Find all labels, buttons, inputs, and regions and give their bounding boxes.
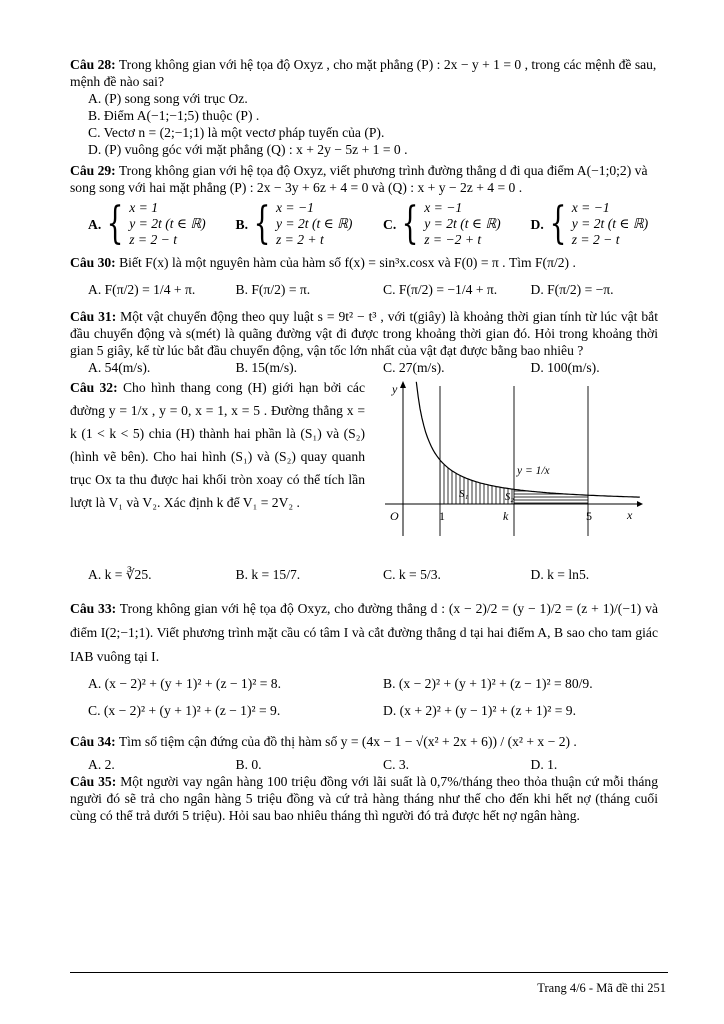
system-line: x = −1	[424, 200, 463, 215]
q29-option-c-system	[424, 200, 500, 248]
question-30-text: Biết F(x) là một nguyên hàm của hàm số f(x) = sin³x.cosx và F(0) = π . Tìm F(π/2) .	[115, 255, 576, 270]
q30-option-c: C. F(π/2) = −1/4 + π.	[383, 282, 498, 297]
system-line: y = 2t (t ∈ ℝ)	[275, 216, 353, 231]
q34-option-a: A. 2.	[88, 757, 115, 772]
q28-option-a: A. (P) song song với trục Oz.	[88, 91, 248, 106]
system-line: z = 2 − t	[571, 232, 620, 247]
system-line: z = 2 − t	[129, 232, 178, 247]
x-axis-label: x	[627, 508, 633, 522]
brace-symbol: {	[253, 198, 271, 249]
page-footer: Trang 4/6 - Mã đề thi 251	[537, 981, 666, 995]
question-31	[70, 308, 668, 376]
system-line: x = −1	[275, 200, 314, 215]
s2-label: S₂	[505, 492, 514, 503]
q29-option-c	[383, 200, 525, 248]
q33-options-row-1	[70, 675, 678, 692]
system-line: y = 2t (t ∈ ℝ)	[571, 216, 649, 231]
q31-option-b: B. 15(m/s).	[235, 360, 298, 375]
q34-option-d: D. 1.	[530, 757, 558, 772]
q28-option-d: D. (P) vuông góc với mặt phẳng (Q) : x + 2y − 5z + 1 = 0 .	[88, 142, 408, 157]
q29-option-b	[236, 200, 378, 248]
q29-option-a	[88, 200, 230, 248]
q33-option-c: C. (x − 2)² + (y + 1)² + (z − 1)² = 9.	[88, 703, 281, 718]
question-30-number: Câu 30:	[70, 255, 116, 270]
q30-option-b: B. F(π/2) = π.	[235, 282, 311, 297]
question-32	[70, 376, 668, 583]
hyperbola-area-figure	[375, 376, 645, 546]
question-28	[70, 56, 668, 158]
q33-option-b: B. (x − 2)² + (y + 1)² + (z − 1)² = 80/9.	[383, 676, 593, 691]
q32-option-a: A. k = ∛25.	[88, 567, 152, 582]
q29-option-d	[531, 200, 673, 248]
question-33-number: Câu 33:	[70, 601, 117, 616]
q34-options	[70, 756, 678, 773]
question-29	[70, 162, 668, 248]
q31-option-a: A. 54(m/s).	[88, 360, 151, 375]
question-31-number: Câu 31:	[70, 309, 117, 324]
q31-options	[70, 359, 678, 376]
q29-option-a-system	[129, 200, 205, 248]
q29-option-d-system	[572, 200, 648, 248]
system-line: z = −2 + t	[424, 232, 482, 247]
question-34	[70, 733, 668, 773]
q32-option-c: C. k = 5/3.	[383, 567, 441, 582]
tick-label-5: 5	[586, 509, 592, 523]
q34-option-c: C. 3.	[383, 757, 410, 772]
y-axis-label: y	[392, 382, 398, 396]
s1-label: S₁	[459, 488, 469, 500]
q33-option-a: A. (x − 2)² + (y + 1)² + (z − 1)² = 8.	[88, 676, 281, 691]
question-34-text: Tìm số tiệm cận đứng của đồ thị hàm số y = (4x − 1 − √(x² + 2x + 6)) / (x² + x − 2) .	[115, 734, 577, 749]
system-line: y = 2t (t ∈ ℝ)	[129, 216, 206, 231]
question-28-text: Trong không gian với hệ tọa độ Oxyz , cho mặt phẳng (P) : 2x − y + 1 = 0 , trong các mệnh đề sau, mệnh đề nào sai?	[70, 57, 657, 89]
q32-layout	[70, 376, 668, 550]
question-34-number: Câu 34:	[70, 734, 116, 749]
system-line: x = −1	[571, 200, 610, 215]
question-32-number: Câu 32:	[70, 380, 118, 395]
question-28-number: Câu 28:	[70, 57, 116, 72]
brace-symbol: {	[549, 198, 567, 249]
question-33	[70, 597, 668, 719]
q30-option-d: D. F(π/2) = −π.	[530, 282, 614, 297]
q29-option-b-system	[276, 200, 352, 248]
q33-option-d: D. (x + 2)² + (y − 1)² + (z + 1)² = 9.	[383, 703, 576, 718]
question-30	[70, 254, 668, 298]
question-31-text: Một vật chuyển động theo quy luật s = 9t² − t³ , với t(giây) là khoảng thời gian tính từ lúc vật bắt đầu chuyển động và s(mét) là quãng đường vật đi được trong khoảng thời gian đó. Hỏi trong khoảng thời gian 5 giây, kể từ lúc bắt đầu chuyển động, vận tốc lớn nhất của vật đạt được bằng bao nhiêu ?	[70, 309, 658, 358]
q32-text-block	[70, 376, 365, 550]
system-line: x = 1	[129, 200, 159, 215]
footer-divider	[70, 972, 668, 973]
question-29-text: Trong không gian với hệ tọa độ Oxyz, viết phương trình đường thẳng d đi qua điểm A(−1;0;2) và song song với hai mặt phẳng (P) : 2x − 3y + 6z + 4 = 0 và (Q) : x + y − 2z + 4 = 0 .	[70, 163, 648, 195]
q33-options-row-2	[70, 702, 678, 719]
brace-symbol: {	[106, 198, 124, 249]
question-35	[70, 773, 668, 824]
question-35-number: Câu 35:	[70, 774, 117, 789]
question-32-text: Cho hình thang cong (H) giới hạn bởi các đường y = 1/x , y = 0, x = 1, x = 5 . Đường thẳng x = k (1 < k < 5) chia (H) thành hai phần là (S₁) và (S₂) (hình vẽ bên). Cho hai hình (S₁) và (S₂) quay quanh trục Ox ta thu được hai khối tròn xoay có thể tích lần lượt là V₁ và V₂. Xác định k để V₁ = 2V₂ .	[70, 380, 365, 510]
system-line: z = 2 + t	[275, 232, 324, 247]
brace-symbol: {	[401, 198, 419, 249]
tick-label-k: k	[503, 509, 509, 523]
q29-options	[70, 200, 678, 248]
question-35-text: Một người vay ngân hàng 100 triệu đồng với lãi suất là 0,7%/tháng theo thỏa thuận cứ mỗi tháng người đó sẽ trả cho ngân hàng 5 triệu đồng và cứ trả hàng tháng như thế cho đến khi hết nợ (tháng cuối cùng có thể trả dưới 5 triệu). Hỏi sau bao nhiêu tháng thì người đó trả được hết nợ ngân hàng.	[70, 774, 658, 823]
q32-option-d: D. k = ln5.	[530, 567, 590, 582]
q32-options	[70, 566, 678, 583]
q28-option-b: B. Điểm A(−1;−1;5) thuộc (P) .	[88, 108, 260, 123]
y-axis-arrow-icon	[400, 381, 406, 388]
q28-option-c: C. Vectơ n = (2;−1;1) là một vectơ pháp tuyến của (P).	[88, 125, 385, 140]
origin-label: O	[390, 509, 399, 523]
q29-option-c-label: C.	[383, 216, 397, 232]
system-line: y = 2t (t ∈ ℝ)	[424, 216, 501, 231]
q31-option-d: D. 100(m/s).	[530, 360, 600, 375]
q32-figure	[375, 376, 655, 550]
q29-option-b-label: B.	[235, 216, 248, 232]
question-33-text: Trong không gian với hệ tọa độ Oxyz, cho đường thẳng d : (x − 2)/2 = (y − 1)/2 = (z + 1)/(−1) và điểm I(2;−1;1). Viết phương trình mặt cầu có tâm I và cắt đường thẳng d tại hai điểm A, B sao cho tam giác IAB vuông tại I.	[70, 601, 658, 664]
q29-option-a-label: A.	[88, 216, 102, 232]
q32-option-b: B. k = 15/7.	[235, 567, 301, 582]
x-axis-arrow-icon	[637, 501, 643, 507]
q30-options	[70, 281, 678, 298]
q29-option-d-label: D.	[530, 216, 544, 232]
question-29-number: Câu 29:	[70, 163, 116, 178]
curve-label: y = 1/x	[517, 465, 550, 477]
q31-option-c: C. 27(m/s).	[383, 360, 445, 375]
q34-option-b: B. 0.	[235, 757, 262, 772]
s2-region	[514, 489, 588, 504]
q30-option-a: A. F(π/2) = 1/4 + π.	[88, 282, 196, 297]
tick-label-1: 1	[439, 509, 445, 523]
